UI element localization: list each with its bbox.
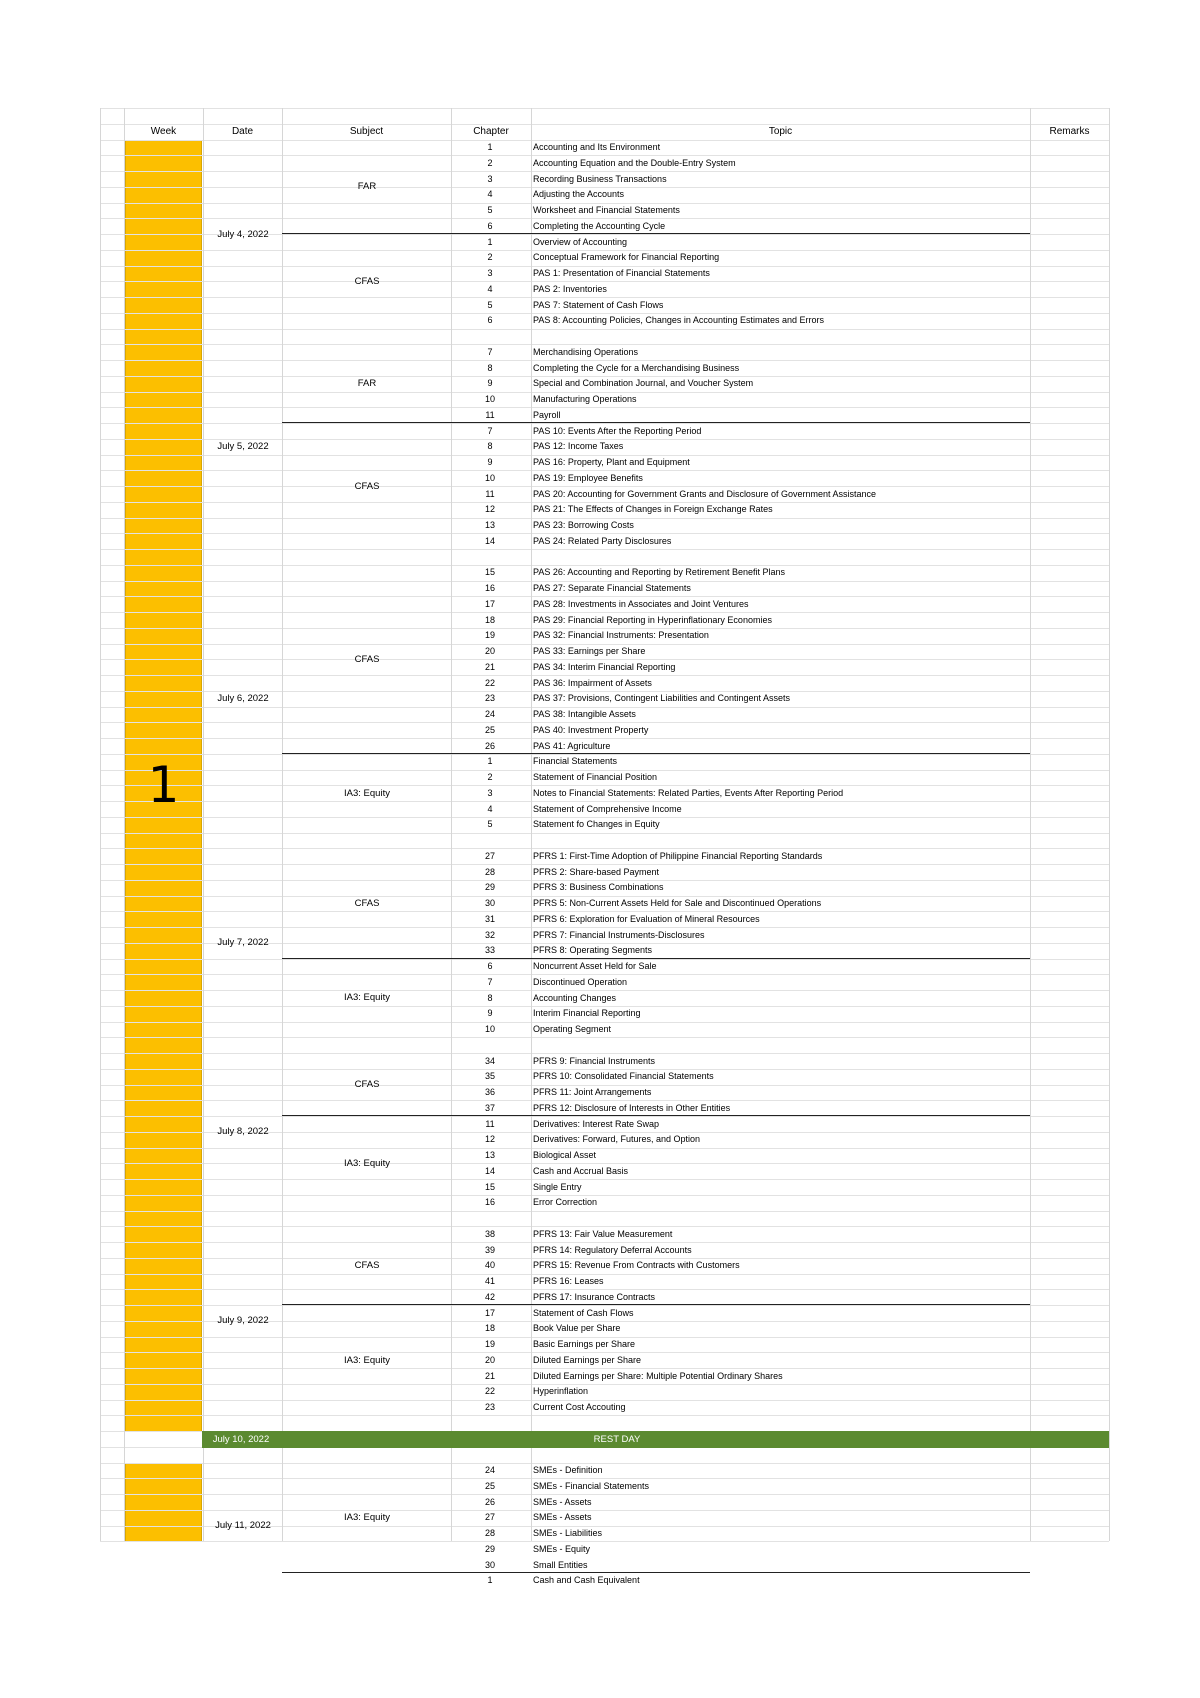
chapter-cell: 9 [487, 457, 493, 467]
date-label: July 8, 2022 [217, 1126, 269, 1138]
grid-line [100, 1415, 1109, 1416]
grid-line [100, 187, 1109, 188]
topic-cell: Completing the Cycle for a Merchandising Business [533, 362, 740, 373]
topic-cell: Book Value per Share [533, 1323, 621, 1334]
chapter-cell: 4 [487, 189, 493, 200]
chapter-cell: 1 [487, 756, 493, 767]
chapter-cell: 21 [484, 1370, 495, 1381]
chapter-cell: 30 [484, 1559, 495, 1570]
chapter-cell: 6 [487, 220, 493, 231]
chapter-cell: 18 [484, 1323, 495, 1334]
column-line [282, 108, 283, 1541]
chapter-cell: 20 [484, 646, 495, 656]
chapter-cell: 14 [484, 1165, 495, 1176]
chapter-cell: 6 [487, 961, 493, 971]
topic-cell: PFRS 3: Business Combinations [533, 882, 664, 893]
subject-label: CFAS [354, 480, 380, 492]
chapter-cell: 1 [487, 236, 493, 247]
chapter-cell: 7 [487, 425, 493, 436]
topic-cell: Accounting Changes [533, 992, 617, 1003]
chapter-cell: 28 [484, 866, 495, 877]
topic-cell: PAS 21: The Effects of Changes in Foreign Exchange Rates [533, 504, 773, 515]
chapter-cell: 37 [484, 1102, 495, 1113]
subject-label: IA3: Equity [344, 1512, 390, 1524]
chapter-cell: 4 [487, 283, 493, 294]
grid-line [100, 707, 1109, 708]
chapter-cell: 17 [484, 1307, 495, 1318]
chapter-cell: 11 [485, 488, 495, 499]
topic-cell: PAS 32: Financial Instruments: Presentation [533, 630, 709, 641]
chapter-cell: 29 [484, 1543, 495, 1554]
chapter-cell: 26 [484, 1496, 495, 1507]
topic-cell: PFRS 7: Financial Instruments-Disclosures [533, 929, 705, 940]
topic-cell: PAS 2: Inventories [533, 283, 607, 294]
topic-cell: Derivatives: Forward, Futures, and Option [533, 1134, 701, 1145]
header-subject: Subject [349, 125, 384, 137]
grid-line [100, 486, 1109, 487]
topic-cell: PFRS 12: Disclosure of Interests in Other Entities [533, 1102, 731, 1113]
topic-cell: Noncurrent Asset Held for Sale [533, 961, 657, 971]
chapter-cell: 25 [484, 724, 495, 735]
chapter-cell: 39 [484, 1244, 495, 1255]
grid-line [100, 1541, 1109, 1542]
grid-line [100, 1195, 1109, 1196]
grid-line [100, 959, 1109, 960]
topic-cell: Merchandising Operations [533, 346, 639, 357]
chapter-cell: 14 [484, 535, 495, 546]
chapter-cell: 2 [487, 252, 493, 263]
topic-cell: Cash and Cash Equivalent [533, 1575, 640, 1586]
grid-line [100, 911, 1109, 912]
topic-cell: PAS 29: Financial Reporting in Hyperinflationary Economies [533, 614, 772, 625]
grid-line [100, 1289, 1109, 1290]
chapter-cell: 31 [484, 913, 495, 924]
grid-line [100, 502, 1109, 503]
chapter-cell: 19 [484, 1339, 495, 1349]
topic-cell: PFRS 15: Revenue From Contracts with Customers [533, 1260, 740, 1271]
date-label: July 6, 2022 [217, 693, 269, 705]
subject-label: FAR [357, 181, 377, 193]
grid-line [100, 754, 1109, 755]
grid-line [100, 738, 1109, 739]
topic-cell: PAS 16: Property, Plant and Equipment [533, 457, 690, 467]
chapter-cell: 12 [484, 1134, 495, 1145]
topic-cell: PAS 27: Separate Financial Statements [533, 583, 691, 593]
chapter-cell: 13 [484, 520, 495, 530]
topic-cell: PAS 8: Accounting Policies, Changes in Accounting Estimates and Errors [533, 315, 824, 326]
topic-cell: Conceptual Framework for Financial Reporting [533, 252, 720, 263]
chapter-cell: 25 [484, 1480, 495, 1491]
chapter-cell: 11 [485, 1118, 495, 1129]
subject-label: IA3: Equity [344, 787, 390, 799]
grid-line [100, 313, 1109, 314]
grid-line [100, 392, 1109, 393]
grid-line [100, 801, 1109, 802]
grid-line [100, 722, 1109, 723]
subject-label: CFAS [354, 275, 380, 287]
topic-cell: Financial Statements [533, 756, 618, 767]
chapter-cell: 19 [484, 630, 495, 641]
topic-cell: Discontinued Operation [533, 976, 628, 987]
chapter-cell: 38 [484, 1228, 495, 1239]
topic-cell: Accounting Equation and the Double-Entry System [533, 157, 736, 168]
grid-line [100, 423, 1109, 424]
chapter-cell: 5 [487, 205, 493, 215]
grid-line [100, 297, 1109, 298]
chapter-cell: 27 [484, 1512, 495, 1523]
date-label: July 4, 2022 [217, 228, 269, 240]
chapter-cell: 42 [484, 1291, 495, 1302]
chapter-cell: 5 [487, 819, 493, 830]
grid-line [100, 927, 1109, 928]
grid-line [100, 1305, 1109, 1306]
chapter-cell: 1 [487, 142, 493, 152]
grid-line [100, 1337, 1109, 1338]
chapter-cell: 16 [484, 1197, 495, 1208]
chapter-cell: 28 [484, 1528, 495, 1538]
grid-line [100, 691, 1109, 692]
chapter-cell: 22 [484, 1386, 495, 1397]
grid-line [100, 533, 1109, 534]
chapter-cell: 27 [484, 850, 495, 861]
topic-cell: Payroll [533, 409, 561, 420]
topic-cell: PFRS 9: Financial Instruments [533, 1055, 656, 1066]
grid-line [100, 1100, 1109, 1101]
week-number: 1 [147, 756, 180, 815]
chapter-cell: 15 [484, 567, 495, 578]
grid-line [100, 1179, 1109, 1180]
chapter-cell: 22 [484, 677, 495, 688]
group-divider [282, 958, 1030, 959]
topic-cell: Notes to Financial Statements: Related Parties, Events After Reporting Period [533, 787, 844, 798]
grid-line [100, 1494, 1109, 1495]
subject-label: IA3: Equity [344, 1354, 390, 1366]
grid-line [100, 848, 1109, 849]
topic-cell: Statement of Financial Position [533, 772, 658, 782]
grid-line [100, 266, 1109, 267]
topic-cell: Derivatives: Interest Rate Swap [533, 1118, 660, 1129]
grid-line [100, 1069, 1109, 1070]
topic-cell: PAS 36: Impairment of Assets [533, 677, 652, 688]
grid-line [100, 1006, 1109, 1007]
grid-line [100, 581, 1109, 582]
grid-line [100, 250, 1109, 251]
chapter-cell: 21 [484, 661, 495, 672]
header-week: Week [150, 125, 177, 137]
topic-cell: Biological Asset [533, 1150, 597, 1160]
grid-line [100, 1148, 1109, 1149]
grid-line [100, 896, 1109, 897]
group-divider [282, 753, 1030, 754]
topic-cell: PFRS 8: Operating Segments [533, 945, 653, 956]
chapter-cell: 32 [484, 929, 495, 940]
rest-day-date: July 10, 2022 [212, 1434, 270, 1445]
topic-cell: Worksheet and Financial Statements [533, 205, 680, 215]
grid-line [100, 124, 1109, 125]
subject-label: IA3: Equity [344, 1157, 390, 1169]
chapter-cell: 24 [484, 709, 495, 719]
topic-cell: Special and Combination Journal, and Voucher System [533, 378, 754, 389]
column-line [203, 108, 204, 1541]
grid-line [100, 1400, 1109, 1401]
topic-cell: Interim Financial Reporting [533, 1008, 641, 1019]
topic-cell: SMEs - Financial Statements [533, 1480, 650, 1491]
grid-line [100, 360, 1109, 361]
chapter-cell: 40 [484, 1260, 495, 1271]
topic-cell: PAS 41: Agriculture [533, 740, 611, 751]
header-topic: Topic [768, 125, 793, 137]
chapter-cell: 10 [484, 1024, 495, 1034]
grid-line [100, 518, 1109, 519]
topic-cell: PAS 34: Interim Financial Reporting [533, 661, 676, 672]
topic-cell: PFRS 14: Regulatory Deferral Accounts [533, 1244, 692, 1255]
grid-line [100, 864, 1109, 865]
topic-cell: PAS 26: Accounting and Reporting by Retirement Benefit Plans [533, 567, 785, 578]
chapter-cell: 9 [487, 1008, 493, 1019]
topic-cell: Statement of Cash Flows [533, 1307, 634, 1318]
column-line [1109, 108, 1110, 1541]
grid-line [100, 1352, 1109, 1353]
chapter-cell: 15 [484, 1181, 495, 1192]
topic-cell: Hyperinflation [533, 1386, 589, 1397]
grid-line [100, 1478, 1109, 1479]
grid-line [100, 644, 1109, 645]
chapter-cell: 2 [487, 157, 493, 168]
chapter-cell: 41 [484, 1276, 495, 1286]
chapter-cell: 34 [484, 1055, 495, 1066]
grid-line [100, 1116, 1109, 1117]
chapter-cell: 33 [484, 945, 495, 956]
chapter-cell: 35 [484, 1071, 495, 1082]
chapter-cell: 11 [485, 409, 495, 420]
grid-line [100, 565, 1109, 566]
grid-line [100, 974, 1109, 975]
group-divider [282, 422, 1030, 423]
topic-cell: Basic Earnings per Share [533, 1339, 636, 1349]
grid-line [100, 470, 1109, 471]
grid-line [100, 171, 1109, 172]
grid-line [100, 218, 1109, 219]
chapter-cell: 3 [487, 268, 493, 278]
grid-line [100, 329, 1109, 330]
topic-cell: Accounting and Its Environment [533, 142, 661, 152]
chapter-cell: 23 [484, 693, 495, 704]
grid-line [100, 455, 1109, 456]
topic-cell: PAS 12: Income Taxes [533, 441, 624, 452]
subject-label: CFAS [354, 1260, 380, 1272]
topic-cell: Diluted Earnings per Share [533, 1354, 642, 1365]
chapter-cell: 8 [487, 992, 493, 1003]
grid-line [100, 376, 1109, 377]
group-divider [282, 1304, 1030, 1305]
grid-line [100, 1463, 1109, 1464]
grid-line [100, 155, 1109, 156]
chapter-cell: 10 [484, 472, 495, 483]
date-label: July 5, 2022 [217, 441, 269, 453]
chapter-cell: 12 [484, 504, 495, 515]
chapter-cell: 7 [487, 976, 493, 987]
grid-line [100, 1242, 1109, 1243]
chapter-cell: 2 [487, 772, 493, 782]
chapter-cell: 6 [487, 315, 493, 326]
grid-line [100, 108, 1109, 109]
topic-cell: PFRS 5: Non-Current Assets Held for Sale and Discontinued Operations [533, 898, 822, 908]
chapter-cell: 24 [484, 1465, 495, 1475]
grid-line [100, 1510, 1109, 1511]
topic-cell: PAS 20: Accounting for Government Grants and Disclosure of Government Assistance [533, 488, 877, 499]
topic-cell: PAS 40: Investment Property [533, 724, 649, 735]
chapter-cell: 4 [487, 803, 493, 814]
grid-line [100, 1053, 1109, 1054]
topic-cell: Error Correction [533, 1197, 598, 1208]
header-chapter: Chapter [473, 125, 509, 137]
grid-line [100, 880, 1109, 881]
grid-line [100, 1022, 1109, 1023]
grid-line [100, 407, 1109, 408]
topic-cell: Recording Business Transactions [533, 173, 667, 184]
chapter-cell: 29 [484, 882, 495, 893]
column-line [124, 108, 125, 1541]
topic-cell: SMEs - Equity [533, 1543, 591, 1554]
grid-line [100, 612, 1109, 613]
grid-line [100, 140, 1109, 141]
chapter-cell: 9 [487, 378, 493, 389]
topic-cell: PFRS 10: Consolidated Financial Statements [533, 1071, 714, 1082]
topic-cell: Completing the Accounting Cycle [533, 220, 666, 231]
topic-cell: PAS 10: Events After the Reporting Period [533, 425, 702, 436]
topic-cell: Statement fo Changes in Equity [533, 819, 660, 830]
topic-cell: PFRS 1: First-Time Adoption of Philippine Financial Reporting Standards [533, 850, 823, 861]
chapter-cell: 10 [484, 394, 495, 404]
topic-cell: Overview of Accounting [533, 236, 628, 247]
grid-line [100, 1258, 1109, 1259]
chapter-cell: 36 [484, 1087, 495, 1097]
subject-label: IA3: Equity [344, 992, 390, 1004]
group-divider [282, 1115, 1030, 1116]
grid-line [100, 549, 1109, 550]
week-block-2 [125, 1463, 202, 1542]
topic-cell: SMEs - Liabilities [533, 1528, 603, 1538]
column-line [100, 108, 101, 1541]
chapter-cell: 3 [487, 173, 493, 184]
chapter-cell: 20 [484, 1354, 495, 1365]
grid-line [100, 1274, 1109, 1275]
column-line [531, 108, 532, 1541]
rest-day-bar [202, 1431, 1109, 1448]
chapter-cell: 17 [484, 598, 495, 609]
topic-cell: PFRS 16: Leases [533, 1276, 604, 1286]
topic-cell: PAS 1: Presentation of Financial Statements [533, 268, 710, 278]
chapter-cell: 18 [484, 614, 495, 625]
topic-cell: PAS 28: Investments in Associates and Joint Ventures [533, 598, 749, 609]
grid-line [100, 344, 1109, 345]
topic-cell: Single Entry [533, 1181, 582, 1192]
topic-cell: SMEs - Assets [533, 1496, 592, 1507]
topic-cell: PFRS 2: Share-based Payment [533, 866, 660, 877]
header-remarks: Remarks [1049, 125, 1090, 137]
subject-label: CFAS [354, 653, 380, 665]
topic-cell: Cash and Accrual Basis [533, 1165, 629, 1176]
group-divider [282, 1572, 1030, 1573]
grid-line [100, 1226, 1109, 1227]
chapter-cell: 26 [484, 740, 495, 751]
topic-cell: SMEs - Definition [533, 1465, 603, 1475]
column-line [1030, 108, 1031, 1541]
grid-line [100, 770, 1109, 771]
date-label: July 7, 2022 [217, 937, 269, 949]
topic-cell: PFRS 17: Insurance Contracts [533, 1291, 656, 1302]
topic-cell: Current Cost Accouting [533, 1402, 626, 1412]
date-label: July 9, 2022 [217, 1315, 269, 1327]
chapter-cell: 5 [487, 299, 493, 310]
grid-line [100, 1163, 1109, 1164]
chapter-cell: 7 [487, 346, 493, 357]
grid-line [100, 1384, 1109, 1385]
date-label: July 11, 2022 [215, 1520, 271, 1531]
grid-line [100, 785, 1109, 786]
topic-cell: Small Entities [533, 1559, 588, 1570]
topic-cell: PAS 19: Employee Benefits [533, 472, 643, 483]
topic-cell: Statement of Comprehensive Income [533, 803, 682, 814]
grid-line [100, 628, 1109, 629]
grid-line [100, 1037, 1109, 1038]
topic-cell: PFRS 13: Fair Value Measurement [533, 1228, 673, 1239]
topic-cell: Operating Segment [533, 1024, 612, 1034]
chapter-cell: 1 [487, 1575, 493, 1586]
grid-line [100, 817, 1109, 818]
chapter-cell: 3 [487, 787, 493, 798]
topic-cell: Adjusting the Accounts [533, 189, 625, 200]
topic-cell: PAS 37: Provisions, Contingent Liabilities and Contingent Assets [533, 693, 790, 704]
topic-cell: Manufacturing Operations [533, 394, 637, 404]
chapter-cell: 8 [487, 362, 493, 373]
grid-line [100, 1085, 1109, 1086]
grid-line [100, 203, 1109, 204]
grid-line [100, 675, 1109, 676]
topic-cell: PAS 24: Related Party Disclosures [533, 535, 672, 546]
subject-label: FAR [357, 378, 377, 390]
grid-line [100, 990, 1109, 991]
group-divider [282, 233, 1030, 234]
grid-line [100, 596, 1109, 597]
topic-cell: PAS 23: Borrowing Costs [533, 520, 634, 530]
chapter-cell: 16 [484, 583, 495, 593]
topic-cell: Diluted Earnings per Share: Multiple Potential Ordinary Shares [533, 1370, 783, 1381]
topic-cell: PAS 33: Earnings per Share [533, 646, 646, 656]
grid-line [100, 439, 1109, 440]
grid-line [100, 659, 1109, 660]
grid-line [100, 281, 1109, 282]
chapter-cell: 13 [484, 1150, 495, 1160]
rest-day-label: REST DAY [593, 1434, 641, 1445]
topic-cell: SMEs - Assets [533, 1512, 592, 1523]
topic-cell: PAS 7: Statement of Cash Flows [533, 299, 664, 310]
grid-line [100, 833, 1109, 834]
grid-line [100, 1368, 1109, 1369]
subject-label: CFAS [354, 897, 380, 909]
grid-line [100, 1211, 1109, 1212]
topic-cell: PFRS 11: Joint Arrangements [533, 1087, 652, 1097]
header-date: Date [231, 125, 254, 137]
chapter-cell: 8 [487, 441, 493, 452]
chapter-cell: 23 [484, 1402, 495, 1412]
chapter-cell: 30 [484, 898, 495, 908]
topic-cell: PAS 38: Intangible Assets [533, 709, 636, 719]
topic-cell: PFRS 6: Exploration for Evaluation of Mineral Resources [533, 913, 760, 924]
subject-label: CFAS [354, 1079, 380, 1090]
